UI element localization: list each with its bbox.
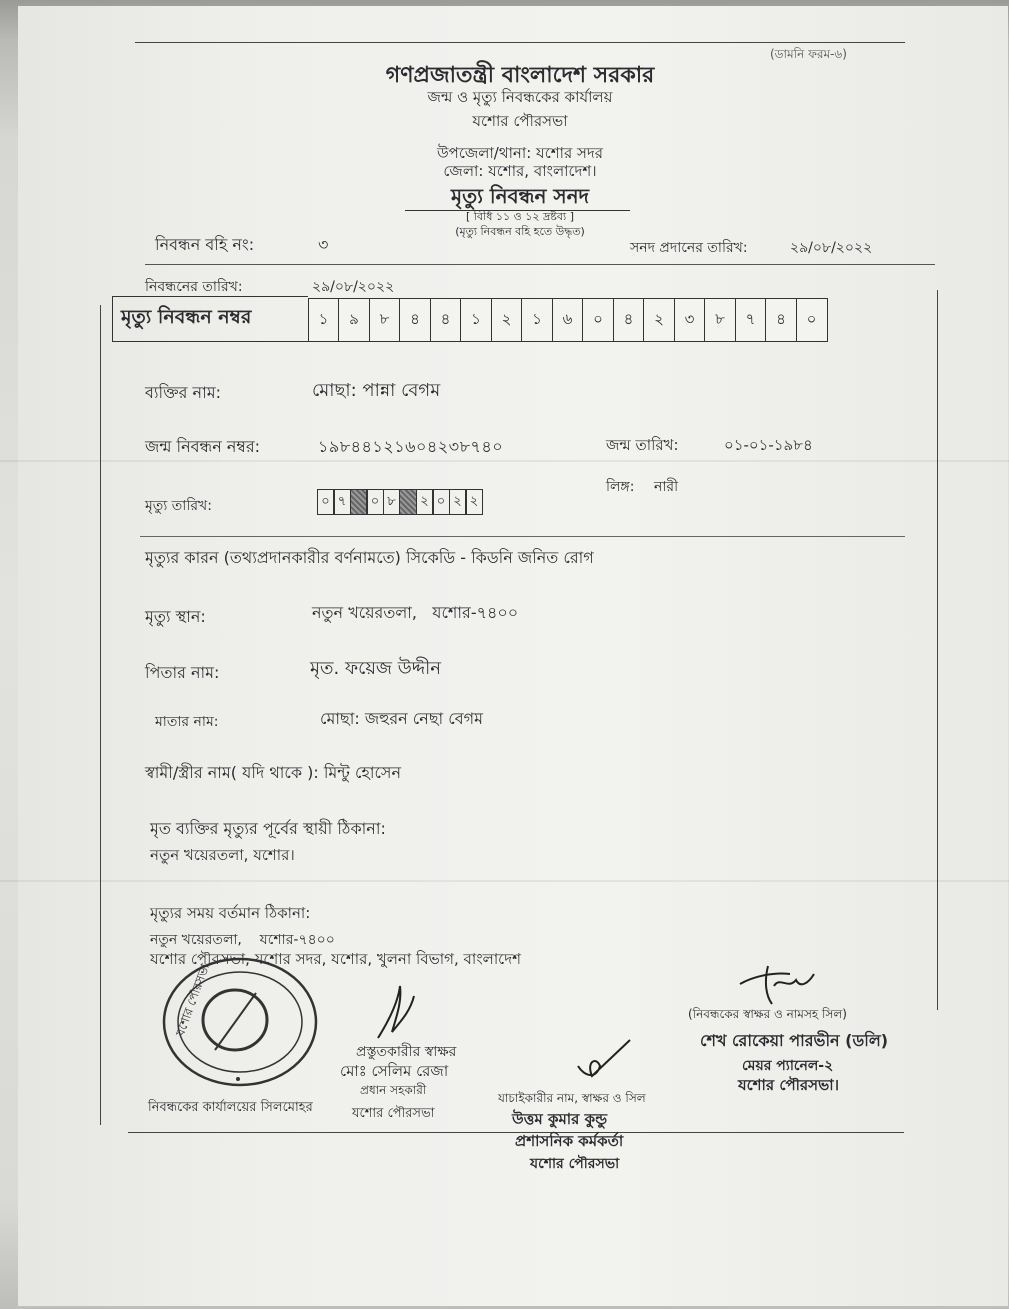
cause-value: সিকেডি - কিডনি জনিত রোগ xyxy=(406,548,594,567)
section-divider xyxy=(145,264,935,265)
registrar-name: শেখ রোকেয়া পারভীন (ডলি) xyxy=(700,1031,889,1050)
death-date-digit: ০ xyxy=(432,489,450,515)
death-date-digit: ২ xyxy=(449,489,467,515)
verifier-title: প্রশাসনিক কর্মকর্তা xyxy=(515,1132,624,1150)
death-date-digit: ৭ xyxy=(333,489,351,515)
reg-no-digit: ৪ xyxy=(765,298,797,342)
upazila-line: উপজেলা/থানা: যশোর সদর xyxy=(436,144,604,162)
death-date-digit: ২ xyxy=(416,489,434,515)
reg-no-digit: ৬ xyxy=(552,298,584,342)
preparer-title: প্রধান সহকারী xyxy=(360,1083,427,1097)
verifier-office: যশোর পৌরসভা xyxy=(530,1156,620,1172)
birth-reg-value: ১৯৮৪৪১২১৬০৪২৩৮৭৪০ xyxy=(318,437,504,456)
death-date-label: মৃত্যু তারিখ: xyxy=(145,498,212,514)
reg-date-label: নিবন্ধনের তারিখ: xyxy=(145,279,243,295)
death-date-digit: ০ xyxy=(366,489,384,515)
reg-no-digit: ৪ xyxy=(430,298,462,342)
sex-value: নারী xyxy=(654,479,679,495)
death-date-cells xyxy=(318,489,483,515)
seal-text: যশোর পৌরসভা xyxy=(172,961,213,1039)
frame-border-left xyxy=(100,305,101,1125)
section-divider xyxy=(140,536,905,537)
registrar-title: মেয়র প্যানেল-২ xyxy=(742,1058,834,1074)
preparer-name: মোঃ সেলিম রেজা xyxy=(340,1062,449,1080)
death-date-digit: ২ xyxy=(465,489,483,515)
dob-label: জন্ম তারিখ: xyxy=(606,436,679,454)
paper-fold xyxy=(0,880,1009,882)
reg-no-digit: ২ xyxy=(643,298,675,342)
perm-addr-label: মৃত ব্যক্তির মৃত্যুর পূর্বের স্থায়ী ঠিকানা: xyxy=(150,819,386,838)
mother-label: মাতার নাম: xyxy=(155,714,219,730)
dob-value: ০১-০১-১৯৮৪ xyxy=(724,436,813,454)
perm-addr-value: নতুন খয়েরতলা, যশোর। xyxy=(150,846,295,864)
verifier-name: উত্তম কুমার কুন্ডু xyxy=(512,1110,608,1128)
office-title: জন্ম ও মৃত্যু নিবন্ধকের কার্যালয় xyxy=(427,88,613,106)
reg-no-digit: ৮ xyxy=(704,298,736,342)
form-number: (ডামনি ফরম-৬) xyxy=(770,47,847,61)
father-value: মৃত. ফয়েজ উদ্দীন xyxy=(310,658,441,679)
seal-caption: নিবন্ধকের কার্যালয়ের সিলমোহর xyxy=(148,1100,313,1115)
reg-no-digit: ২ xyxy=(491,298,523,342)
registrar-caption: (নিবন্ধকের স্বাক্ষর ও নামসহ সিল) xyxy=(688,1007,847,1021)
place-value: নতুন খয়েরতলা, যশোর-৭৪০০ xyxy=(312,603,519,622)
certificate-title: মৃত্যু নিবন্ধন সনদ xyxy=(450,184,590,208)
verifier-signature xyxy=(570,1036,634,1082)
cause-row xyxy=(145,545,594,572)
death-date-digit: ৮ xyxy=(383,489,401,515)
extract-note: (মৃত্যু নিবন্ধন বহি হতে উদ্ধৃত) xyxy=(455,225,585,238)
municipality-title: যশোর পৌরসভা xyxy=(472,112,568,130)
reg-no-digit: ১ xyxy=(308,298,340,342)
name-label: ব্যক্তির নাম: xyxy=(145,383,222,402)
curr-addr-line1: নতুন খয়েরতলা, যশোর-৭৪০০ xyxy=(150,932,335,948)
spouse-value: মিন্টু হোসেন xyxy=(323,763,402,782)
place-label: মৃত্যু স্থান: xyxy=(145,607,206,626)
curr-addr-label: মৃত্যুর সময় বর্তমান ঠিকানা: xyxy=(150,904,311,922)
issue-date-value: ২৯/০৮/২০২২ xyxy=(790,240,873,256)
reg-no-digit: ৩ xyxy=(674,298,706,342)
sex-label: লিঙ্গ: xyxy=(606,479,635,495)
reg-no-digit: ৭ xyxy=(735,298,767,342)
book-no-label: নিবন্ধন বহি নং: xyxy=(155,235,255,254)
reg-no-digit: ১ xyxy=(460,298,492,342)
mother-value: মোছা: জহুরন নেছা বেগম xyxy=(320,709,484,728)
reg-no-digits xyxy=(309,298,828,342)
name-value: মোছা: পান্না বেগম xyxy=(312,380,441,401)
reg-date-value: ২৯/০৮/২০২২ xyxy=(312,279,395,295)
reg-no-digit: ০ xyxy=(582,298,614,342)
reg-no-digit: ৪ xyxy=(399,298,431,342)
reg-no-digit: ১ xyxy=(521,298,553,342)
frame-border-top xyxy=(135,42,905,43)
registrar-office: যশোর পৌরসভা। xyxy=(738,1076,839,1094)
reg-no-digit: ০ xyxy=(796,298,828,342)
spouse-label: স্বামী/স্ত্রীর নাম( যদি থাকে ): xyxy=(145,763,319,782)
frame-border-right xyxy=(937,290,938,1010)
reg-no-digit: ৮ xyxy=(369,298,401,342)
date-separator xyxy=(350,489,368,515)
rule-note: [ বিধি ১১ ও ১২ দ্রষ্টব্য ] xyxy=(465,210,575,223)
reg-no-digit: ৪ xyxy=(613,298,645,342)
death-date-digit: ০ xyxy=(317,489,335,515)
govt-title: গণপ্রজাতন্ত্রী বাংলাদেশ সরকার xyxy=(385,63,655,88)
cause-label: মৃত্যুর কারন (তথ্যপ্রদানকারীর বর্ণনামতে) xyxy=(145,548,401,567)
preparer-signature xyxy=(370,982,430,1042)
preparer-caption: প্রস্তুতকারীর স্বাক্ষর xyxy=(356,1044,457,1060)
birth-reg-label: জন্ম নিবন্ধন নম্বর: xyxy=(145,437,261,456)
spouse-row xyxy=(145,760,401,787)
curr-addr-line2: যশোর পৌরসভা, যশোর সদর, যশোর, খুলনা বিভাগ, বাংলাদেশ xyxy=(150,950,521,968)
district-line: জেলা: যশোর, বাংলাদেশ। xyxy=(443,162,597,180)
preparer-office: যশোর পৌরসভা xyxy=(352,1106,435,1121)
book-no-value: ৩ xyxy=(318,235,329,254)
date-separator xyxy=(399,489,417,515)
verifier-caption: যাচাইকারীর নাম, স্বাক্ষর ও সিল xyxy=(498,1091,646,1105)
father-label: পিতার নাম: xyxy=(145,663,220,682)
issue-date-label: সনদ প্রদানের তারিখ: xyxy=(630,240,748,256)
reg-no-label: মৃত্যু নিবন্ধন নম্বর xyxy=(121,306,252,328)
registrar-signature xyxy=(734,962,824,1008)
reg-no-digit: ৯ xyxy=(338,298,370,342)
reg-no-label-box xyxy=(112,296,308,342)
